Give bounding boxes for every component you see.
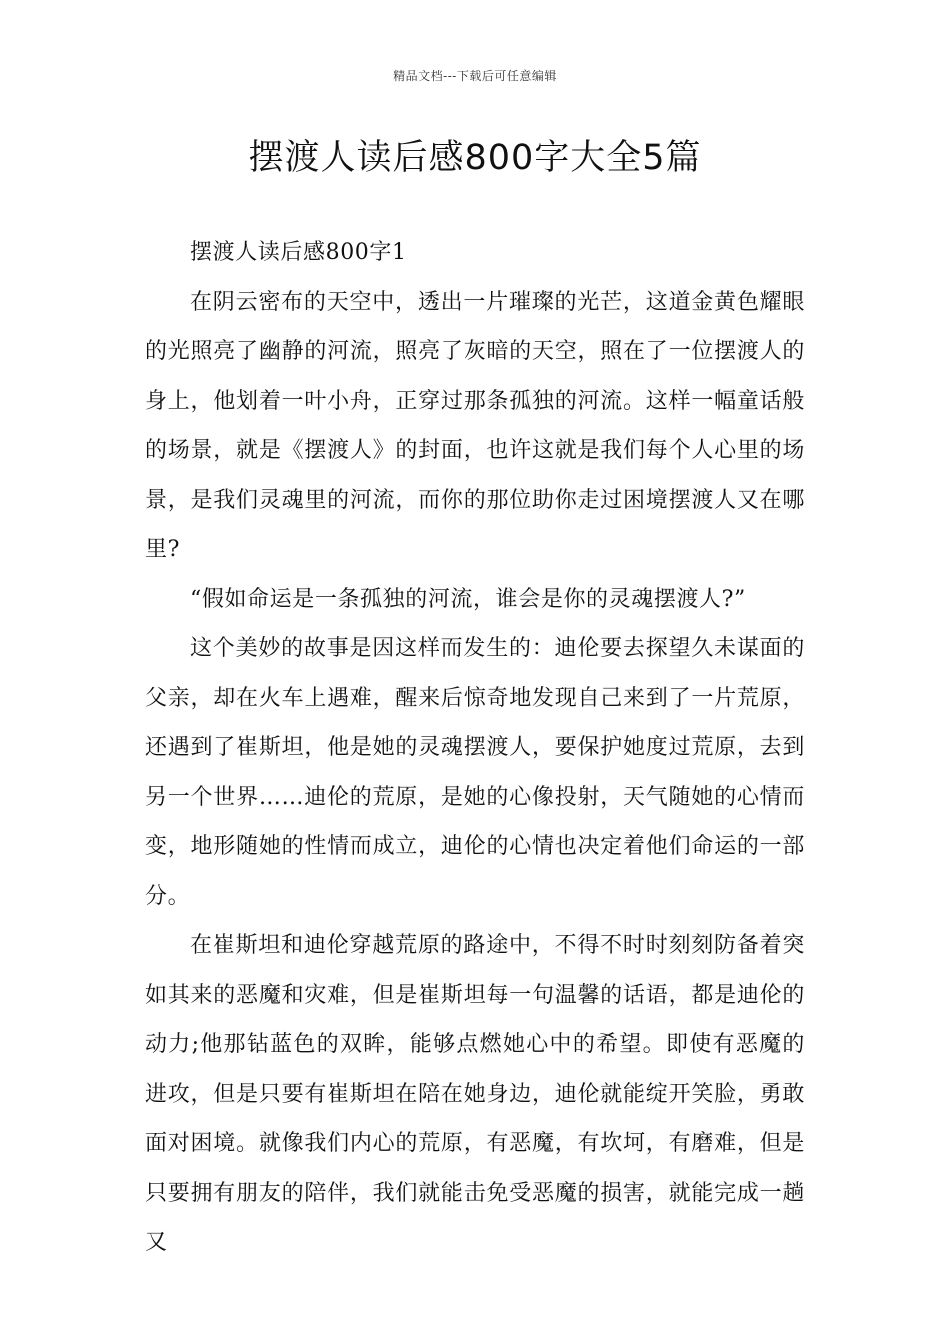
header-note: 精品文档---下载后可任意编辑 xyxy=(393,69,557,83)
document-body xyxy=(145,228,805,1268)
quote-paragraph: “假如命运是一条孤独的河流，谁会是你的灵魂摆渡人?” xyxy=(190,586,746,612)
paragraph: 在崔斯坦和迪伦穿越荒原的路途中，不得不时时刻刻防备着突如其来的恶魔和灾难，但是崔斯坦每一句温馨的话语，都是迪伦的动力;他那钻蓝色的双眸，能够点燃她心中的希望。即使有恶魔的进攻，但是只要有崔斯坦在陪在她身边，迪伦就能绽开笑脸，勇敢面对困境。就像我们内心的荒原，有恶魔，有坎坷，有磨难，但是只要拥有朋友的陪伴，我们就能击免受恶魔的损害，就能完成一趟又 xyxy=(145,933,805,1255)
paragraph: 这个美妙的故事是因这样而发生的：迪伦要去探望久未谋面的父亲，却在火车上遇难，醒来后惊奇地发现自己来到了一片荒原，还遇到了崔斯坦，他是她的灵魂摆渡人，要保护她度过荒原，去到另一个世界……迪伦的荒原，是她的心像投射，天气随她的心情而变，地形随她的性情而成立，迪伦的心情也决定着他们命运的一部分。 xyxy=(145,636,805,909)
paragraph: 在阴云密布的天空中，透出一片璀璨的光芒，这道金黄色耀眼的光照亮了幽静的河流，照亮了灰暗的天空，照在了一位摆渡人的身上，他划着一叶小舟，正穿过那条孤独的河流。这样一幅童话般的场景，就是《摆渡人》的封面，也许这就是我们每个人心里的场景，是我们灵魂里的河流，而你的那位助你走过困境摆渡人又在哪里? xyxy=(145,289,805,562)
page-title: 摆渡人读后感800字大全5篇 xyxy=(248,138,702,178)
section-heading: 摆渡人读后感800字1 xyxy=(190,240,407,265)
